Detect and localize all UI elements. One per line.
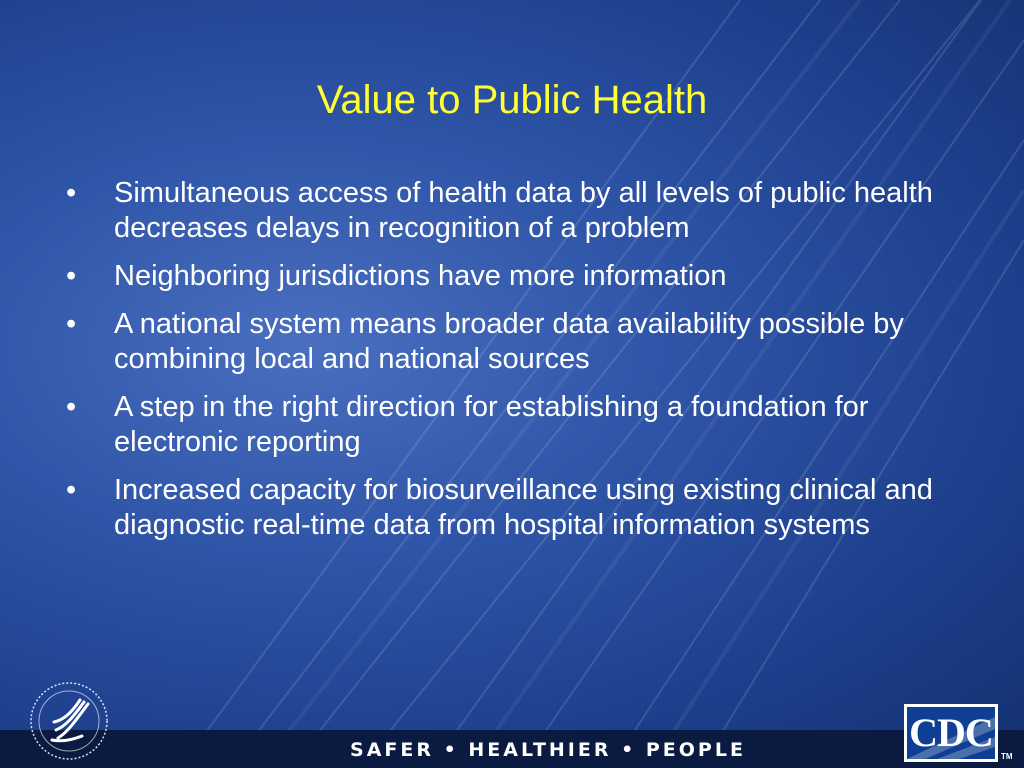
bullet-marker: • [66, 260, 77, 292]
bullet-list [66, 176, 976, 556]
trademark-mark: TM [1001, 752, 1013, 761]
bullet-text: Neighboring jurisdictions have more information [114, 260, 727, 292]
list-item [66, 473, 976, 543]
slide-title: Value to Public Health [316, 78, 708, 122]
cdc-logo-text: CDC [909, 710, 993, 755]
bullet-marker: • [66, 177, 77, 209]
bullet-marker: • [66, 308, 77, 340]
bullet-text: Simultaneous access of health data by all levels of public health decreases delays in recognition of a problem [114, 177, 933, 244]
cdc-logo-panel [907, 707, 995, 759]
footer-slogan: SAFER • HEALTHIER • PEOPLE [350, 739, 746, 761]
list-item [66, 307, 976, 377]
list-item [66, 259, 976, 294]
bullet-text: A national system means broader data availability possible by combining local and national sources [114, 308, 904, 375]
bullet-text: Increased capacity for biosurveillance using existing clinical and diagnostic real-time data from hospital information systems [114, 474, 933, 541]
hhs-eagle-seal-icon [28, 680, 110, 762]
list-item [66, 390, 976, 460]
list-item [66, 176, 976, 246]
bullet-marker: • [66, 391, 77, 423]
cdc-logo [904, 704, 998, 762]
bullet-text: A step in the right direction for establishing a foundation for electronic reporting [114, 391, 869, 458]
bullet-marker: • [66, 474, 77, 506]
